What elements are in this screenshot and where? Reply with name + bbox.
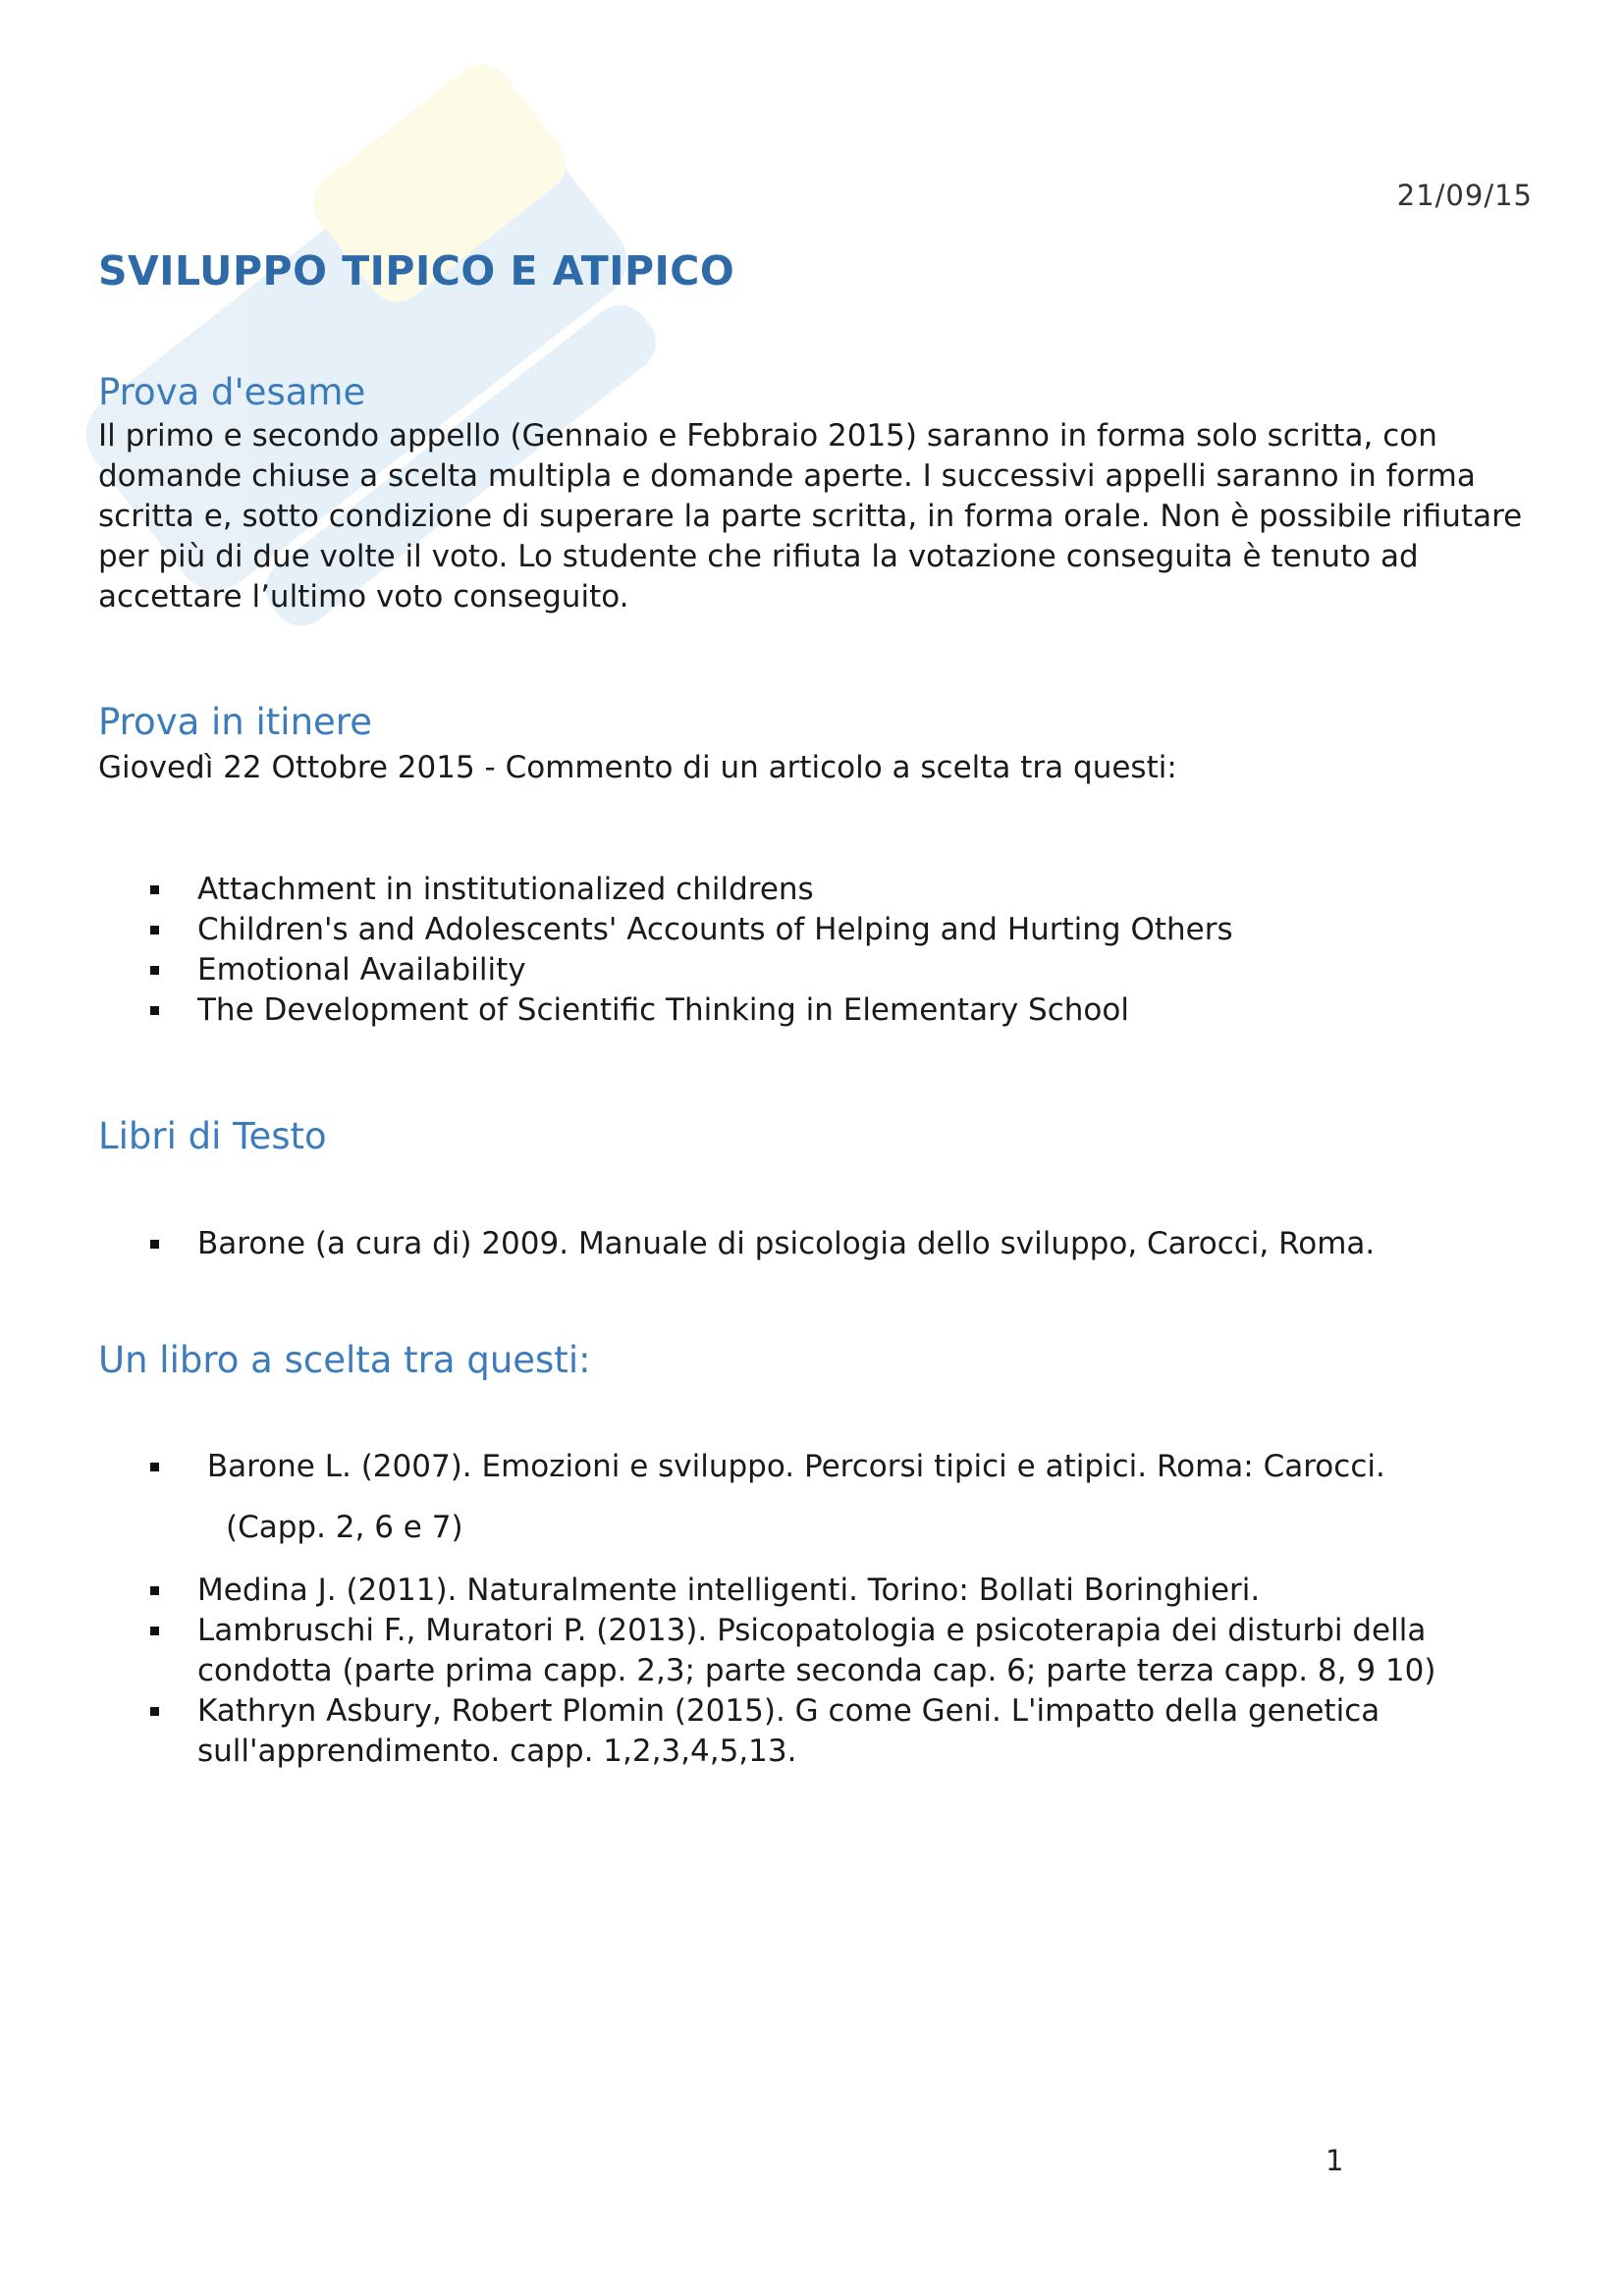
list-item: Children's and Adolescents' Accounts of Helping and Hurting Others xyxy=(98,910,1532,950)
list-item: Barone L. (2007). Emozioni e sviluppo. Percorsi tipici e atipici. Roma: Carocci. xyxy=(98,1447,1532,1487)
bullet-icon xyxy=(150,1463,159,1471)
list-item: Medina J. (2011). Naturalmente intelligenti. Torino: Bollati Boringhieri. xyxy=(98,1571,1532,1611)
page-title: SVILUPPO TIPICO E ATIPICO xyxy=(98,247,735,294)
bullet-icon xyxy=(150,1707,159,1716)
first-item-note: (Capp. 2, 6 e 7) xyxy=(226,1510,463,1545)
bullet-icon xyxy=(150,1627,159,1635)
heading-libri-testo: Libri di Testo xyxy=(98,1115,327,1157)
bullet-icon xyxy=(150,966,159,975)
textbooks-list xyxy=(98,1224,1532,1264)
list-item: Lambruschi F., Muratori P. (2013). Psicopatologia e psicoterapia dei disturbi della condotta (parte prima capp. 2,3; parte seconda cap. 6; parte terza capp. 8, 9 10) xyxy=(98,1611,1532,1691)
bullet-icon xyxy=(150,1240,159,1249)
bullet-icon xyxy=(150,1006,159,1015)
articles-list xyxy=(98,870,1532,1031)
heading-prova-esame: Prova d'esame xyxy=(98,371,366,413)
prova-itinere-text: Giovedì 22 Ottobre 2015 - Commento di un articolo a scelta tra questi: xyxy=(98,750,1177,785)
list-item: Kathryn Asbury, Robert Plomin (2015). G come Geni. L'impatto della genetica sull'apprendimento. capp. 1,2,3,4,5,13. xyxy=(98,1691,1532,1772)
prova-esame-text: Il primo e secondo appello (Gennaio e Febbraio 2015) saranno in forma solo scritta, con domande chiuse a scelta multipla e domande aperte. I successivi appelli saranno in forma scritta e, sotto condizione di superare la parte scritta, in forma orale. Non è possibile rifiutare per più di due volte il voto. Lo studente che rifiuta la votazione conseguita è tenuto ad accettare l’ultimo voto conseguito. xyxy=(98,418,1523,614)
bullet-icon xyxy=(150,926,159,934)
choice-books-list xyxy=(98,1571,1532,1772)
bullet-icon xyxy=(150,1586,159,1595)
list-item: Attachment in institutionalized childrens xyxy=(98,870,1532,910)
page-number: 1 xyxy=(1325,2144,1344,2177)
choice-book-first xyxy=(98,1447,1532,1487)
document-date: 21/09/15 xyxy=(1396,179,1533,212)
list-item: Barone (a cura di) 2009. Manuale di psicologia dello sviluppo, Carocci, Roma. xyxy=(98,1224,1532,1264)
list-item: Emotional Availability xyxy=(98,950,1532,990)
list-item: The Development of Scientific Thinking in Elementary School xyxy=(98,990,1532,1031)
heading-prova-itinere: Prova in itinere xyxy=(98,701,372,743)
heading-libro-scelta: Un libro a scelta tra questi: xyxy=(98,1339,591,1381)
bullet-icon xyxy=(150,885,159,894)
